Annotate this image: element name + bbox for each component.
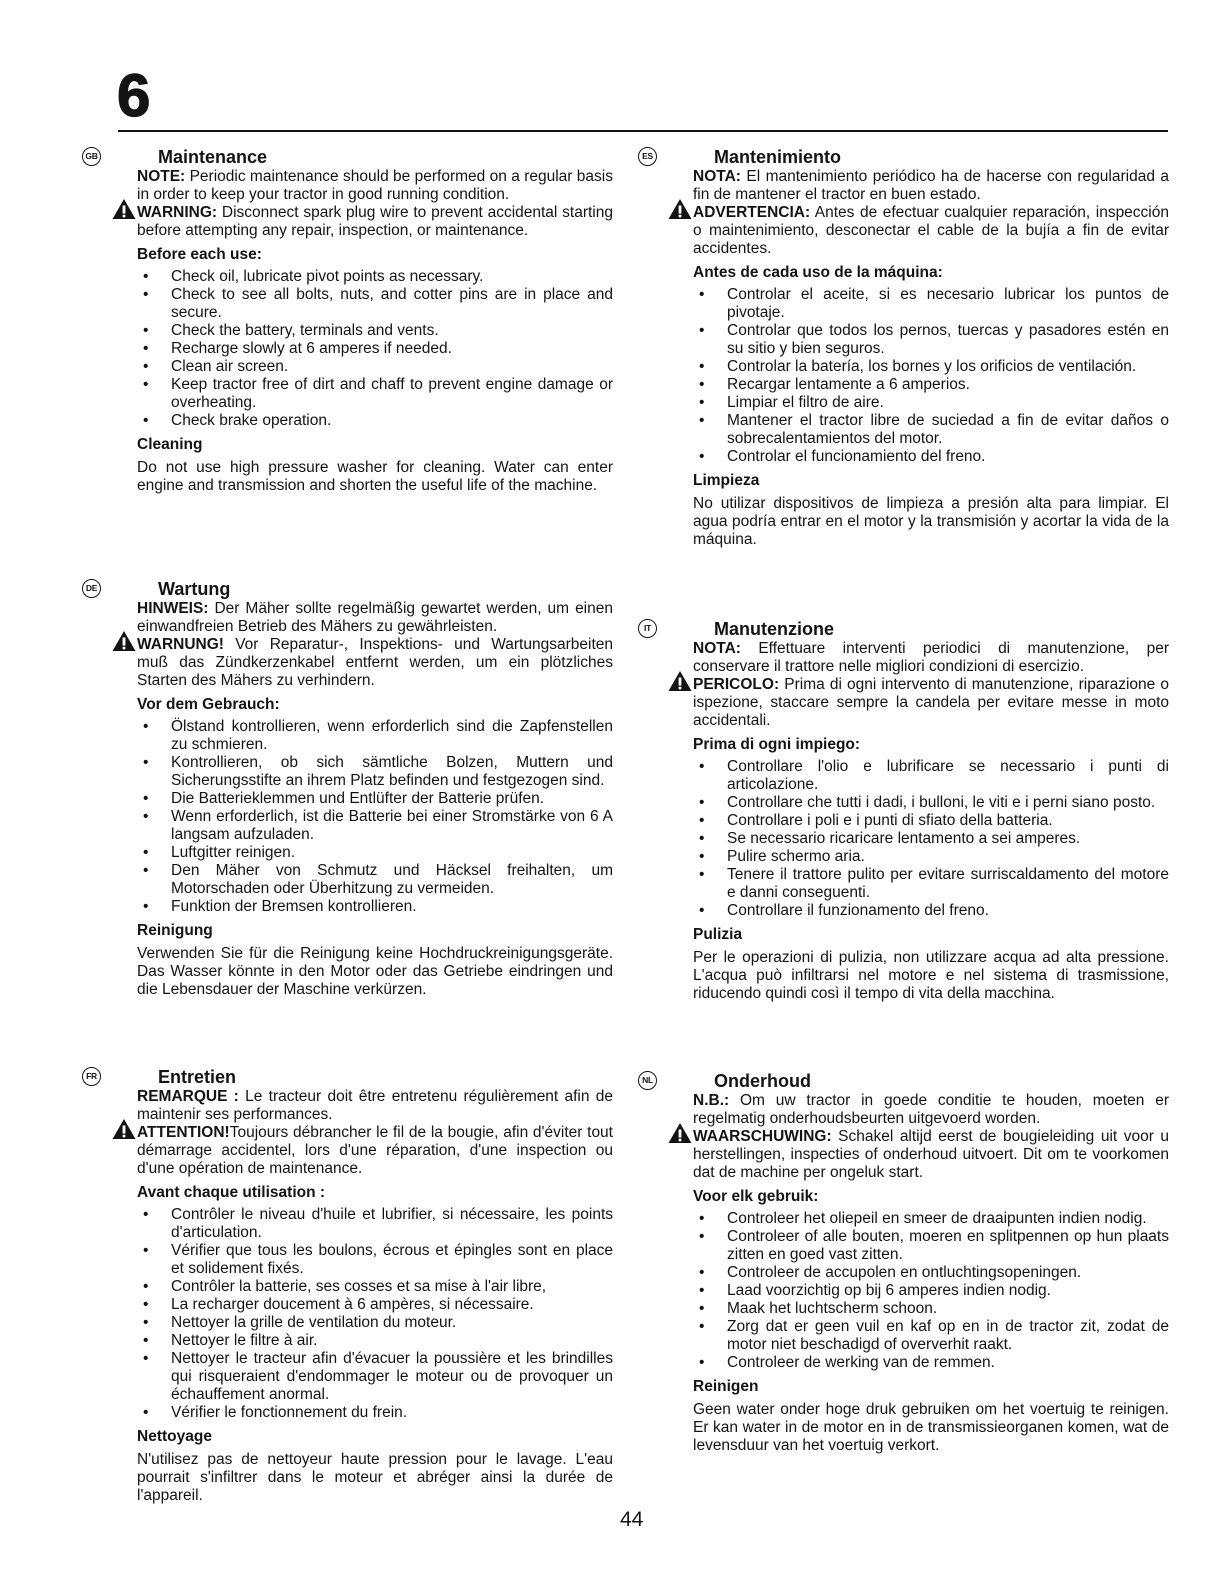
warning-label: PERICOLO: [693, 676, 780, 693]
checklist-item: • Controlar la batería, los bornes y los orificios de ventilación. [727, 358, 1169, 376]
checklist-item: • Recargar lentamente a 6 amperios. [727, 376, 1169, 394]
checklist-item: • Controleer of alle bouten, moeren en splitpennen op hun plaats zitten en goed vast zitten. [727, 1228, 1169, 1264]
section-body [137, 600, 613, 999]
checklist-item: • Controllare i poli e i punti di sfiato della batteria. [727, 812, 1169, 830]
checklist [693, 1210, 1169, 1372]
note-paragraph [137, 600, 613, 636]
section-it-manutenzione [636, 618, 1169, 1003]
checklist [137, 268, 613, 430]
checklist [693, 286, 1169, 466]
section-de-wartung [80, 578, 613, 999]
section-title: Entretien [158, 1067, 237, 1087]
header-rule [118, 130, 1168, 132]
checklist-item: • La recharger doucement à 6 ampères, si nécessaire. [171, 1296, 613, 1314]
warning-text: Schakel altijd eerst de bougieleiding uit voor u herstellingen, inspecties of onderhoud uitvoert. Dit om te voorkomen dat de machine per ongeluk start. [693, 1128, 1169, 1181]
checklist-item: • Den Mäher von Schmutz und Häcksel freihalten, um Motorschaden oder Überhitzung zu vermeiden. [171, 862, 613, 898]
checklist-item: • Zorg dat er geen vuil en kaf op en in de tractor zit, zodat de motor niet beschadigd of oververhit raakt. [727, 1318, 1169, 1354]
checklist-item: • Tenere il trattore pulito per evitare surriscaldamento del motore e danni conseguenti. [727, 866, 1169, 902]
warning-triangle-icon [112, 198, 136, 220]
note-label: N.B.: [693, 1092, 730, 1109]
checklist-item: • Limpiar el filtro de aire. [727, 394, 1169, 412]
checklist-item: • Keep tractor free of dirt and chaff to prevent engine damage or overheating. [171, 376, 613, 412]
checklist-item: • Kontrollieren, ob sich sämtliche Bolzen, Muttern und Sicherungsstifte an ihrem Platz befinden und festgezogen sind. [171, 754, 613, 790]
section-title: Wartung [158, 579, 231, 599]
section-body [137, 1088, 613, 1505]
checklist-heading: Avant chaque utilisation : [137, 1184, 326, 1201]
page-number: 44 [620, 1508, 644, 1531]
checklist-heading: Voor elk gebruik: [693, 1188, 819, 1205]
checklist-item: • Check oil, lubricate pivot points as necessary. [171, 268, 613, 286]
checklist [693, 758, 1169, 920]
section-header [80, 1066, 613, 1088]
checklist-item: • Recharge slowly at 6 amperes if needed. [171, 340, 613, 358]
chapter-number: 6 [117, 62, 151, 129]
note-text: Le tracteur doit être entretenu régulièrement afin de maintenir ses performances. [137, 1088, 614, 1123]
checklist-item: • Check the battery, terminals and vents. [171, 322, 613, 340]
checklist-item: • Wenn erforderlich, ist die Batterie bei einer Stromstärke von 6 A langsam aufzuladen. [171, 808, 613, 844]
section-nl-onderhoud [636, 1070, 1169, 1455]
checklist-item: • Controleer de accupolen en ontluchtingsopeningen. [727, 1264, 1169, 1282]
cleaning-heading: Reinigen [693, 1378, 759, 1395]
note-label: NOTA: [693, 168, 741, 185]
cleaning-paragraph: Verwenden Sie für die Reinigung keine Hochdruckreinigungsgeräte. Das Wasser könnte in den Motor oder das Getriebe eindringen und die Lebensdauer der Maschine verkürzen. [137, 945, 613, 998]
checklist-heading: Prima di ogni impiego: [693, 736, 861, 753]
checklist-item: • Controllare l'olio e lubrificare se necessario i punti di articolazione. [727, 758, 1169, 794]
section-header [636, 1070, 1169, 1092]
checklist-item: • Controllare che tutti i dadi, i bulloni, le viti e i perni siano posto. [727, 794, 1169, 812]
checklist-item: • Funktion der Bremsen kontrollieren. [171, 898, 613, 916]
checklist-item: • Controlar el aceite, si es necesario lubricar los puntos de pivotaje. [727, 286, 1169, 322]
warning-paragraph [693, 204, 1169, 258]
warning-triangle-icon [112, 1118, 136, 1140]
note-label: HINWEIS: [137, 600, 209, 617]
note-label: NOTA: [693, 640, 741, 657]
warning-triangle-icon [112, 630, 136, 652]
checklist-heading: Vor dem Gebrauch: [137, 696, 280, 713]
section-es-mantenimiento [636, 146, 1169, 549]
warning-text: Disconnect spark plug wire to prevent accidental starting before attempting any repair, inspection, or maintenance. [137, 204, 613, 239]
note-paragraph [137, 168, 613, 204]
warning-text: Vor Reparatur-, Inspektions- und Wartungsarbeiten muß das Zündkerzenkabel entfernt werden, um ein plötzliches Starten des Mähers zu verhindern. [137, 636, 613, 689]
checklist-item: • Check to see all bolts, nuts, and cotter pins are in place and secure. [171, 286, 613, 322]
note-text: Om uw tractor in goede conditie te houden, moeten er regelmatig onderhoudsbeurten uitgevoerd worden. [693, 1092, 1169, 1127]
checklist-item: • Luftgitter reinigen. [171, 844, 613, 862]
language-badge-gb: GB [82, 147, 101, 166]
note-text: El mantenimiento periódico ha de hacerse con regularidad a fin de mantener el tractor en buen estado. [693, 168, 1169, 203]
checklist-item: • Controlar que todos los pernos, tuercas y pasadores estén en su sitio y bien seguros. [727, 322, 1169, 358]
warning-text: Toujours débrancher le fil de la bougie, afin d'éviter tout démarrage accidentel, lors d'une réparation, d'une inspection ou d'une opération de maintenance. [137, 1124, 613, 1177]
checklist-item: • Ölstand kontrollieren, wenn erforderlich sind die Zapfenstellen zu schmieren. [171, 718, 613, 754]
cleaning-paragraph: Per le operazioni di pulizia, non utilizzare acqua ad alta pressione. L'acqua può infiltrarsi nel motore e nel sistema di trasmissione, riducendo quindi così il tempo di vita della macchina. [693, 949, 1169, 1002]
warning-paragraph [137, 1124, 613, 1178]
checklist-item: • Controleer de werking van de remmen. [727, 1354, 1169, 1372]
checklist-item: • Maak het luchtscherm schoon. [727, 1300, 1169, 1318]
checklist-item: • Mantener el tractor libre de suciedad a fin de evitar daños o sobrecalentamientos del motor. [727, 412, 1169, 448]
language-badge-it: IT [638, 619, 657, 638]
section-fr-entretien [80, 1066, 613, 1505]
checklist-item: • Controleer het oliepeil en smeer de draaipunten indien nodig. [727, 1210, 1169, 1228]
warning-label: ATTENTION! [137, 1124, 230, 1141]
cleaning-paragraph: N'utilisez pas de nettoyeur haute pression pour le lavage. L'eau pourrait s'infiltrer dans le moteur et abréger ainsi la durée de l'appareil. [137, 1451, 613, 1504]
warning-label: WAARSCHUWING: [693, 1128, 832, 1145]
language-badge-fr: FR [82, 1067, 101, 1086]
checklist [137, 1206, 613, 1422]
section-gb-maintenance [80, 146, 613, 495]
note-paragraph [137, 1088, 613, 1124]
warning-label: WARNUNG! [137, 636, 224, 653]
note-label: NOTE: [137, 168, 186, 185]
checklist-item: • Laad voorzichtig op bij 6 amperes indien nodig. [727, 1282, 1169, 1300]
warning-triangle-icon [668, 670, 692, 692]
cleaning-heading: Pulizia [693, 926, 743, 943]
warning-label: WARNING: [137, 204, 218, 221]
section-body [137, 168, 613, 495]
checklist-item: • Contrôler le niveau d'huile et lubrifier, si nécessaire, les points d'articulation. [171, 1206, 613, 1242]
warning-paragraph [693, 1128, 1169, 1182]
checklist-item: • Check brake operation. [171, 412, 613, 430]
note-label: REMARQUE : [137, 1088, 239, 1105]
checklist-heading: Before each use: [137, 246, 262, 263]
checklist-item: • Controllare il funzionamento del freno. [727, 902, 1169, 920]
warning-triangle-icon [668, 198, 692, 220]
checklist-item: • Die Batterieklemmen und Entlüfter der Batterie prüfen. [171, 790, 613, 808]
checklist-item: • Se necessario ricaricare lentamento a sei amperes. [727, 830, 1169, 848]
checklist-item: • Vérifier que tous les boulons, écrous et épingles sont en place et solidement fixés. [171, 1242, 613, 1278]
note-text: Der Mäher sollte regelmäßig gewartet werden, um einen einwandfreien Betrieb des Mähers zu gewährleisten. [137, 600, 613, 635]
cleaning-paragraph: Do not use high pressure washer for cleaning. Water can enter engine and transmission and shorten the useful life of the machine. [137, 459, 613, 494]
language-badge-nl: NL [638, 1071, 657, 1090]
checklist-item: • Controlar el funcionamiento del freno. [727, 448, 1169, 466]
section-title: Onderhoud [714, 1071, 811, 1091]
checklist-item: • Nettoyer la grille de ventilation du moteur. [171, 1314, 613, 1332]
section-title: Mantenimiento [714, 147, 842, 167]
section-header [80, 146, 613, 168]
checklist-heading: Antes de cada uso de la máquina: [693, 264, 943, 281]
checklist-item: • Pulire schermo aria. [727, 848, 1169, 866]
section-header [636, 146, 1169, 168]
warning-text: Prima di ogni intervento di manutenzione, riparazione o ispezione, staccare sempre la candela per evitare messe in moto accidentali. [693, 676, 1170, 729]
section-body [693, 1092, 1169, 1455]
warning-paragraph [693, 676, 1169, 730]
note-text: Periodic maintenance should be performed on a regular basis in order to keep your tractor in good running condition. [137, 168, 613, 203]
note-paragraph [693, 1092, 1169, 1128]
cleaning-paragraph: Geen water onder hoge druk gebruiken om het voertuig te reinigen. Er kan water in de motor en in de transmissieorganen komen, wat de levensduur van het voertuig verkort. [693, 1401, 1169, 1454]
warning-triangle-icon [668, 1122, 692, 1144]
cleaning-paragraph: No utilizar dispositivos de limpieza a presión alta para limpiar. El agua podría entrar en el motor y la transmisión y acortar la vida de la máquina. [693, 495, 1169, 548]
checklist-item: • Nettoyer le tracteur afin d'évacuer la poussière et les brindilles qui risqueraient d'endommager le moteur ou de provoquer un échauffement anormal. [171, 1350, 613, 1404]
section-body [693, 640, 1169, 1003]
section-header [80, 578, 613, 600]
section-title: Maintenance [158, 147, 268, 167]
warning-text: Antes de efectuar cualquier reparación, inspección o maintenimiento, desconectar el cable de la bujía a fin de evitar accidentes. [693, 204, 1169, 257]
warning-label: ADVERTENCIA: [693, 204, 811, 221]
checklist-item: • Contrôler la batterie, ses cosses et sa mise à l'air libre, [171, 1278, 613, 1296]
note-paragraph [693, 640, 1169, 676]
checklist-item: • Vérifier le fonctionnement du frein. [171, 1404, 613, 1422]
language-badge-de: DE [82, 579, 101, 598]
warning-paragraph [137, 204, 613, 240]
warning-paragraph [137, 636, 613, 690]
cleaning-heading: Nettoyage [137, 1428, 212, 1445]
checklist-item: • Nettoyer le filtre à air. [171, 1332, 613, 1350]
note-text: Effettuare interventi periodici di manutenzione, per conservare il trattore nelle migliori condizioni di esercizio. [693, 640, 1169, 675]
cleaning-heading: Limpieza [693, 472, 760, 489]
note-paragraph [693, 168, 1169, 204]
checklist [137, 718, 613, 916]
checklist-item: • Clean air screen. [171, 358, 613, 376]
section-header [636, 618, 1169, 640]
cleaning-heading: Reinigung [137, 922, 213, 939]
cleaning-heading: Cleaning [137, 436, 203, 453]
language-badge-es: ES [638, 147, 657, 166]
section-body [693, 168, 1169, 549]
section-title: Manutenzione [714, 619, 834, 639]
